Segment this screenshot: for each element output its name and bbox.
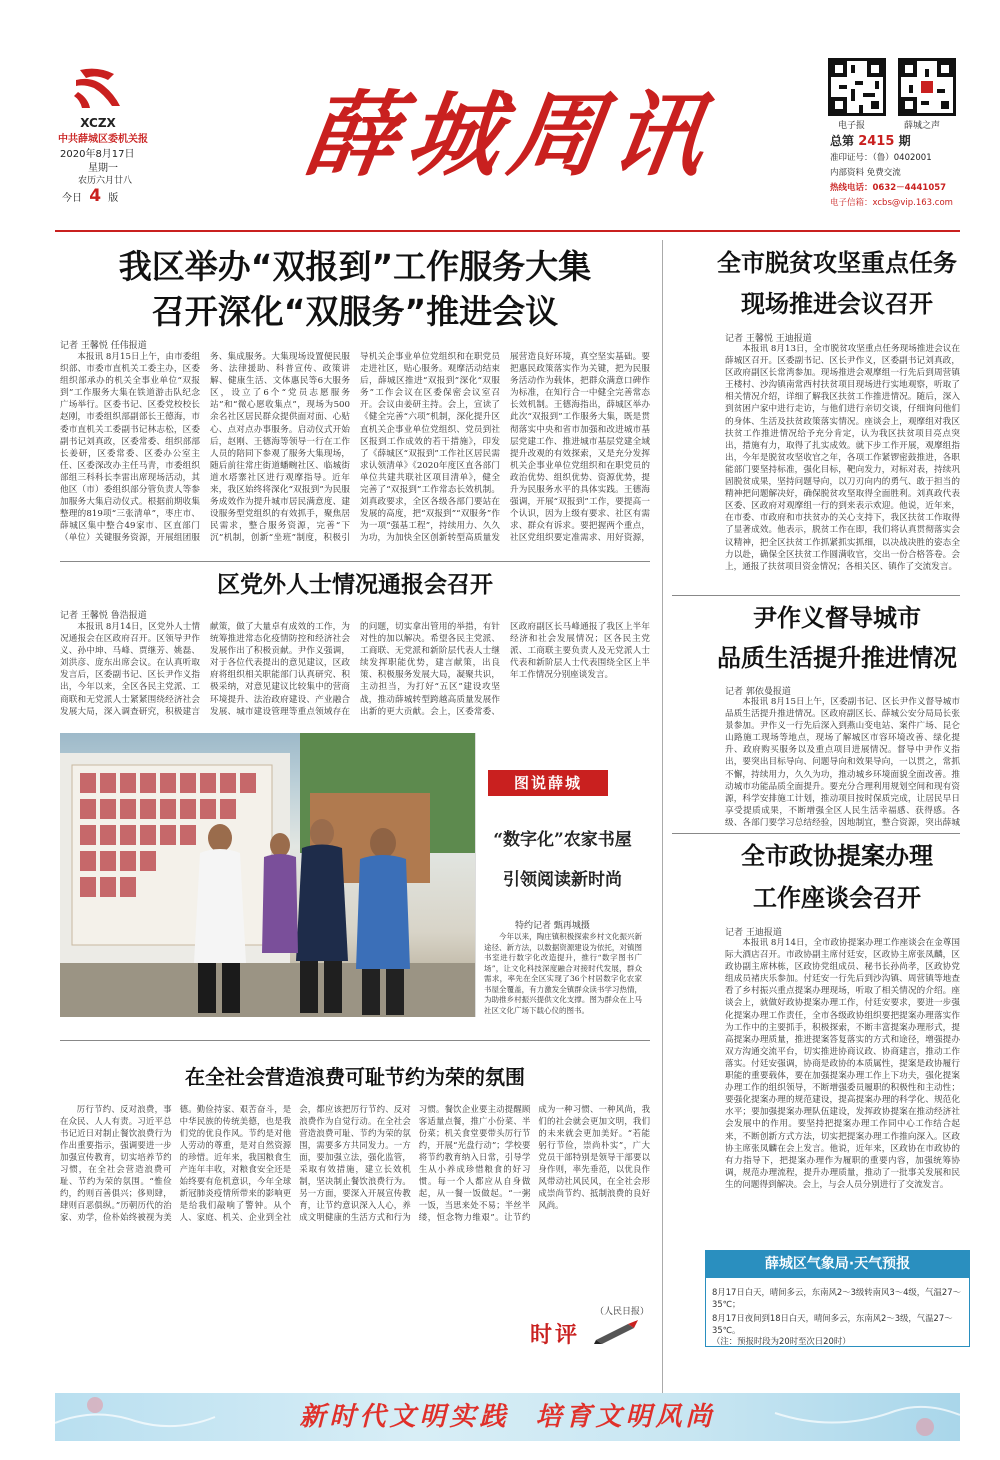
outside-body	[60, 621, 650, 725]
poverty-paragraph: 本报讯 8月13日，全市脱贫攻坚重点任务现场推进会议在薛城区召开。区委副书记、区长尹作义，区委副书记刘真政，区政府副区长常湾参加。现场推进会观摩组一行先后到周营镇王楼村、沙沟镇南常西村扶贫项目现场进行实地观察，听取了相关情况介绍，详细了解我区扶贫工作推进情况。随后，深入到贫困户家中进行走访，与他们进行亲切交谈，仔细询问他们的身体、生活及扶贫政策落实情况。座谈会上，观摩组对我区扶贫工作推进情况给予充分肯定，认为我区扶贫项目亮点突出，措施有力，取得了扎实成效。就下步工作开展，观摩组指出，今年是脱贫攻坚收官之年，各项工作紧锣密鼓推进，各职能部门要坚持标准，强化目标，靶向发力，对标对表，持续巩固脱贫成果，坚持问题导向，以刀刃向内的勇气、敢于担当的精神把问题解决好，确保脱贫攻坚取得全面胜利。刘真政代表区委、区政府对观摩组一行的到来表示欢迎。他说，近年来，在市委、市政府和市扶贫办的关心支持下，我区扶贫工作取得了显著成效。他表示，脱贫工作在即，我们将认真贯彻落实会议精神，把全区扶贫工作抓紧抓实抓细，以决战决胜的姿态全力以赴，确保全区扶贫工作圆满收官，交出一份合格答卷。会上，通报了扶贫项目资金情况；各相关区、镇作了交流发言。	[725, 344, 960, 572]
masthead-rule	[55, 230, 960, 232]
masthead	[0, 0, 1000, 236]
poverty-title-line2: 现场推进会议召开	[741, 290, 933, 318]
logo	[70, 66, 126, 116]
cppcc-title-line1: 全市政协提案办理	[741, 842, 933, 870]
hotline: 热线电话：0632－4441057	[830, 183, 947, 193]
qr2-label: 薛城之声	[904, 121, 941, 131]
cppcc-title-line2: 工作座谈会召开	[753, 884, 921, 912]
pages-count: 4	[89, 186, 102, 206]
weather-line2: 8月17日夜间到18日白天，晴间多云，东南风2～3级，气温27～35℃。	[712, 1313, 953, 1335]
cppcc-paragraph: 本报讯 8月14日，全市政协提案办理工作座谈会在金尊国际大酒店召开。市政协副主席付廷安，区政协主席张凤麟，区政协副主席林栋，区政协党组成员、秘书长孙尚孝，区政协党组成员褚庆乐参加。付廷安一行先后到沙沟镇、周营镇等地查看了乡村振兴重点提案办理现场，听取了相关情况的介绍。座谈会上，就做好政协提案办理工作，付廷安要求，要进一步强化提案办理工作责任，全市各级政协组织要把提案办理落实作为工作中的主要抓手，积极探索，不断丰富提案办理形式，提高提案办理质量，推进提案答复落实的方式和途径，增强提办双方沟通交流平台，切实推进协商议政、协商建言，推动工作落实。付廷安强调，协商是政协的本质属性，提案是政协履行职能的重要载体，要在加强提案办理工作上下功夫，强化提案办理工作的组织领导，不断增强委员履职的积极性和主动性；要强化提案办理的规范建设，提高提案办理的科学化、规范化水平；要加强提案办理队伍建设，发挥政协提案在推动经济社会发展中的作用。要坚持把提案办理工作同中心工作结合起来，不断创新方式方法，切实把提案办理工作推向深入。区政协主席张凤麟在会上发言。他说，近年来，区政协在市政协的有力指导下，把提案办理作为履职的重要内容，加强统筹协调，规范办理流程，提升办理质量，推动了一批事关发展和民生的问题得到解决。会上，与会人员分别进行了交流发言。	[725, 938, 960, 1190]
urban-title-line1: 尹作义督导城市	[753, 604, 921, 632]
paper-title: 薛城周讯	[298, 81, 722, 189]
outside-title: 区党外人士情况通报会召开	[217, 572, 493, 598]
issue-number	[830, 132, 911, 149]
weather-title: 薛城区气象局·天气预报	[705, 1250, 970, 1278]
commentary-label: 时评	[530, 1323, 581, 1348]
photo-caption-text: 今年以来，陶庄镇积极探索乡村文化振兴新途径、新方法，以数据资源建设为依托，对镇图书室进行数字化改造提升，推行“数字图书广场”，让文化科技深度融合对接时代发展，群众需求，率先在全区实现了36个村居数字化农家书屋全覆盖，有力激发全镇群众读书学习热情，为助推乡村振兴提供文化支撑。图为群众在上马社区文化广场下载心仪的图书。	[484, 932, 642, 1014]
commentary-title: 在全社会营造浪费可耻节约为荣的氛围	[185, 1065, 525, 1089]
banner-text: 新时代文明实践 培育文明风尚	[299, 1402, 716, 1432]
urban-title-line2: 品质生活提升推进情况	[717, 644, 957, 672]
qr-voice[interactable]	[898, 58, 956, 116]
pen-icon	[592, 1320, 642, 1344]
commentary-source: （人民日报）	[595, 1307, 650, 1317]
lead-title-line2: 召开深化“双服务”推进会议	[151, 292, 559, 331]
photo-caption	[484, 932, 642, 1014]
urban-byline: 记者 郭依曼报道	[725, 687, 791, 697]
commentary-body	[60, 1103, 650, 1333]
pages-today	[62, 186, 118, 206]
weather-line1: 8月17日白天，晴间多云，东南风2～3级转南风3～4级，气温27～35℃；	[712, 1287, 961, 1309]
urban-paragraph: 本报讯 8月15日上午，区委副书记、区长尹作义督导城市品质生活提升推进情况。区政府副区长、薛城公安分局局长张景参加。尹作义一行先后深入到燕山变电站、案件广场、昆仑山路施工现场等地点，现场了解城区市容环境改善、绿化提升、政府购买服务以及重点项目进展情况。督导中尹作义指出，要突出目标导向、问题导向和效果导向，一以贯之，常抓不懈，持续用力，久久为功，推动城乡环境面貌全面改善。推动城市功能品质全面提升。要充分合理利用规划空间和现有资源，科学安排施工计划，推动项目按时保质完成，让居民早日享受提质成果，不断增强全区人民生活幸福感、获得感。各级、各部门要学习总结经验，因地制宜，整合资源，突出薛城	[725, 697, 960, 828]
photo-byline: 特约记者 甄再城摄	[515, 921, 590, 931]
permit: 准印证号：（鲁）0402001	[830, 153, 932, 163]
cppcc-byline: 记者 王迪报道	[725, 928, 782, 938]
qr1-label: 电子报	[838, 121, 866, 131]
email: 电子信箱：xcbs@vip.163.com	[830, 198, 953, 208]
outside-paragraph: 本报讯 8月14日，区党外人士情况通报会在区政府召开。区领导尹作义、孙中坤、马峰、贾继芳、姚磊、刘洪彦、庞东出席会议。在认真听取发言后，区委副书记、区长尹作义指出，今年以来，全区各民主党派、工商联和无党派人士紧紧围绕经济社会发展大局，深入调查研究，积极建言献策，做了大量卓有成效的工作，为统筹推进常态化疫情防控和经济社会发展作出了积极贡献。尹作义强调，对于各位代表提出的意见建议，区政府将组织相关职能部门认真研究、积极采纳，对意见建议比较集中的营商环境提升、法治政府建设、产业融合发展、城市建设管理等重点领域存在的问题，切实拿出管用的举措，有针对性的加以解决。希望各民主党派、工商联、无党派和新阶层代表人士继续发挥职能优势，建言献策，出良策、积极服务发展大局，凝聚共识，主动担当，为打好“五区”建设攻坚战，推动薛城转型跨越高质量发展作出新的更大贡献。会上，区委常委、区政府副区长马峰通报了我区上半年经济和社会发展情况；区各民主党派、工商联主要负责人及无党派人士代表和新阶层人士代表围绕全区上半年工作情况分别座谈发言。	[60, 622, 650, 717]
pen-drawing	[592, 1320, 642, 1344]
weekday: 星期一	[88, 163, 118, 174]
lead-body	[60, 351, 650, 556]
lead-divider	[60, 561, 650, 562]
poverty-byline: 记者 王馨悦 王迪报道	[725, 334, 812, 344]
qr-code-icon	[901, 61, 953, 113]
photo-badge: 图说薛城	[488, 770, 608, 796]
issue-value: 2415	[858, 134, 895, 149]
cppcc-body	[725, 937, 960, 1244]
qr-e-paper[interactable]	[828, 58, 886, 116]
publisher: 中共薛城区委机关报	[58, 134, 148, 145]
bottom-banner	[55, 1393, 960, 1441]
urban-body	[725, 696, 960, 828]
internal-note: 内部资料 免费交流	[830, 168, 901, 178]
photo-title-line1: “数字化”农家书屋	[493, 830, 632, 850]
issue-suffix: 期	[898, 134, 911, 148]
issue-label: 总第	[830, 134, 855, 148]
lunar: 农历六月廿八	[78, 176, 133, 186]
logo-icon	[70, 66, 126, 116]
lead-byline: 记者 王馨悦 任伟报道	[60, 341, 147, 351]
outside-byline: 记者 王馨悦 鲁浩报道	[60, 611, 147, 621]
lead-title-line1: 我区举办“双报到”工作服务大集	[118, 247, 592, 286]
urban-divider	[672, 833, 960, 834]
date: 2020年8月17日	[60, 149, 135, 160]
photo-title-line2: 引领阅读新时尚	[503, 870, 622, 890]
qr-code-icon	[831, 61, 883, 113]
weather-note: （注：预报时段为20时至次日20时）	[712, 1336, 851, 1346]
lead-paragraph: 本报讯 8月15日上午，由市委组织部、市委市直机关工委主办，区委组织部承办的机关全事业单位“双报到”工作服务大集在铁道游击队纪念广场举行。区委书记、区委党校校长赵刚，市委组织部副部长王德海，市委市直机关工委副书记林志松，区委副书记刘真政，区委常委、组织部部长姜研，区委常委、区委办公室主任、区委深改办主任马青，市委组织部组三科科长李雷出席现场活动，其他区（市）委组织部分管负责人等参加服务大集启动仪式。根据前期收集整理的819项“三张清单”，枣庄市、薛城区集中整合49家市、区直部门（单位）关键服务资源，开展组团服务、集成服务。大集现场设置便民服务、法律援助、科普宣传、政策讲解、健康生活、文体惠民等6大服务区，设立了6个“党员志愿服务站”和“微心愿收集点”，现场为500余名社区居民群众提供面对面、心贴心、点对点办事服务。启动仪式开始后，赵刚、王德海等领导一行在工作人员的陪同下参观了服务大集现场，随后前往常庄街道蟠畹社区、临城街道水塔寨社区进行观摩指导。近年来，我区始终将深化“双报到”为民服务成效作为提升城市居民满意度、建设服务型党组织的有效抓手，聚焦居民需求，整合服务资源，完善“下沉”机制，创新“坐班”制度，积极引导机关企事业单位党组织和在职党员走进社区，贴心服务。观摩活动结束后，薛城区推进“双报到”深化“双服务”工作会议在区委保密会议室召开。会议由姜研主持。会上，宣读了《健全完善“六项”机制，深化提升区直机关企事业单位党组织、党员到社区报到工作成效的若干措施》，印发了《薛城区“双报到”工作社区居民需求认领清单》《2020年度区直各部门单位共建共联社区项目清单》，健全完善了“双报到”工作常态长效机制。刘真政要求，全区各级各部门要站在发展的高度，把“双报到”“双服务”作为一项“强基工程”，持续用力、久久为功，为加快全区创新转型高质量发展营造良好环境，真空坚实基础。要把惠民政策落实作为关键，把为民服务活动作为载体，把群众满意口碑作为标准，在知行合一中健全完善常态长效机制。王德海指出，薛城区举办此次“双报到”工作服务大集，既是贯彻落实中央和省市加强和改进城市基层党建工作、推进城市基层党建全域提升改观的有效探索，又是充分发挥机关企事业单位党组织和在职党员的政治优势、组织优势、资源优势，提升为民服务水平的具体实践。王德海强调，开展“双报到”工作，要提高一个认识，因为上级有要求、社区有需求、群众有诉求。要把握两个重点，社区党组织要定准需求、用好资源，	[60, 352, 650, 544]
poverty-body	[725, 343, 960, 591]
commentary-paragraph: 厉行节约、反对浪费，事在众民、人人有责。习近平总书记近日对制止餐饮浪费行为作出重要指示，强调要进一步加强宣传教育，切实培养节约习惯，在全社会营造浪费可耻、节约为荣的氛围。“惟俭约，约则百善俱兴；侈则肆，肆则百恶俱纵。”历朝历代的治家、劝学，俭朴始终被视为美德。勤俭持家、艰苦奋斗，是中华民族的传统美德，也是我们党的优良作风。节约是对他人劳动的尊重，是对自然资源的珍惜。近年来，我国粮食生产连年丰收，对粮食安全还是始终要有危机意识，今年全球新冠肺炎疫情所带来的影响更是给我们敲响了警钟。从个人、家庭、机关、企业到全社会，都应该把厉行节约、反对浪费作为自觉行动。在全社会营造浪费可耻、节约为荣的氛围，需要多方共同发力。一方面，要加强立法，强化监管，采取有效措施，建立长效机制，坚决制止餐饮浪费行为。另一方面，要深入开展宣传教育，让节约意识深入人心，养成文明健康的生活方式和行为习惯。餐饮企业要主动提醒顾客适量点餐，推广小份菜、半份菜；机关食堂要带头厉行节约，开展“光盘行动”；学校要将节约教育纳入日常，引导学生从小养成珍惜粮食的好习惯。每一个人都应从自身做起，从一餐一饭做起。“一粥一饭，当思来处不易；半丝半缕，恒念物力维艰”。让节约成为一种习惯、一种风尚，我们的社会就会更加文明，我们的未来就会更加美好。“若能躬行节俭，崇尚朴实”，广大党员干部特别是领导干部要以身作则，率先垂范，以优良作风带动社风民风，在全社会形成崇尚节约、抵制浪费的良好风尚。	[60, 1104, 650, 1222]
pages-prefix: 今日	[62, 193, 82, 204]
logo-text: XCZX	[80, 116, 116, 130]
poverty-divider	[672, 595, 960, 596]
photo-scene-image	[60, 733, 475, 1017]
right-column-divider	[662, 240, 663, 1395]
photo	[60, 733, 475, 1017]
poverty-title-line1: 全市脱贫攻坚重点任务	[717, 249, 957, 277]
pages-suffix: 版	[108, 193, 119, 204]
